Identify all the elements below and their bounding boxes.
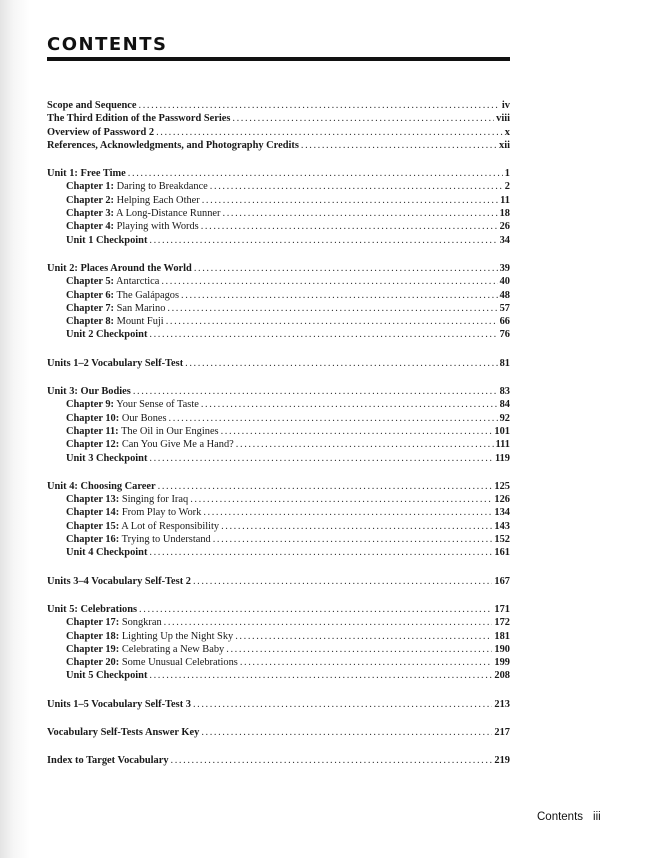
- title-rule: [47, 57, 510, 61]
- toc-chapter-title: Trying to Understand: [121, 534, 211, 546]
- toc-page-number: 167: [494, 575, 510, 587]
- toc-subentry[interactable]: [47, 616, 510, 629]
- dot-leader: [190, 493, 492, 506]
- toc-entry-label: [66, 616, 162, 629]
- dot-leader: [139, 99, 500, 112]
- toc-entry-label: [66, 656, 238, 669]
- toc-page-number: 152: [494, 534, 510, 546]
- dot-leader: [161, 275, 497, 288]
- footer-page-number: iii: [593, 811, 601, 823]
- toc-page-number: 219: [494, 755, 510, 767]
- dot-leader: [201, 726, 492, 739]
- toc-subentry[interactable]: [47, 275, 510, 288]
- dot-leader: [133, 385, 498, 398]
- toc-entry[interactable]: [47, 575, 510, 588]
- toc-subentry[interactable]: [47, 452, 510, 465]
- dot-leader: [139, 603, 492, 616]
- toc-entry-label: [66, 220, 199, 233]
- toc-group: [47, 262, 510, 342]
- toc-chapter-title: Some Unusual Celebrations: [121, 657, 238, 669]
- toc-page-number: x: [504, 126, 510, 138]
- toc-page-number: xii: [499, 139, 510, 151]
- toc-chapter-title: A Lot of Responsibility: [121, 520, 220, 532]
- dot-leader: [158, 480, 493, 493]
- toc-entry-label: [66, 194, 200, 207]
- toc-entry[interactable]: [47, 754, 510, 767]
- toc-subentry[interactable]: [47, 412, 510, 425]
- toc-chapter-title: Lighting Up the Night Sky: [121, 630, 234, 642]
- dot-leader: [149, 234, 497, 247]
- toc-entry[interactable]: [47, 99, 510, 112]
- toc-group: [47, 726, 510, 739]
- toc-page-number: 172: [494, 617, 510, 629]
- toc-entry-label: [66, 438, 234, 451]
- toc-group: [47, 99, 510, 152]
- toc-chapter-number: Chapter 9:: [66, 399, 115, 411]
- toc-subentry[interactable]: [47, 207, 510, 220]
- toc-entry-label: Units 1–2 Vocabulary Self-Test: [47, 357, 184, 369]
- dot-leader: [221, 520, 492, 533]
- toc-subentry[interactable]: [47, 438, 510, 451]
- toc-chapter-number: Chapter 13:: [66, 494, 120, 506]
- dot-leader: [213, 533, 493, 546]
- toc-chapter-title: Antarctica: [116, 276, 160, 288]
- toc-chapter-title: Songkran: [121, 617, 162, 629]
- toc-chapter-number: Chapter 7:: [66, 302, 115, 314]
- toc-subentry[interactable]: [47, 315, 510, 328]
- toc-page-number: 125: [494, 480, 510, 492]
- toc-page-number: 134: [494, 507, 510, 519]
- toc-page-number: 126: [494, 494, 510, 506]
- toc-subentry[interactable]: [47, 669, 510, 682]
- toc-subentry[interactable]: [47, 302, 510, 315]
- toc-entry-label: [66, 315, 164, 328]
- toc-page-number: 143: [494, 520, 510, 532]
- toc-entry[interactable]: [47, 603, 510, 616]
- toc-subentry[interactable]: [47, 533, 510, 546]
- toc-entry-label: Unit 5: Celebrations: [47, 603, 138, 615]
- toc-chapter-number: Chapter 1:: [66, 181, 115, 193]
- toc-page-number: 11: [500, 194, 510, 206]
- toc-entry[interactable]: [47, 112, 510, 125]
- page-title: CONTENTS: [47, 34, 168, 55]
- toc-entry-label: [66, 630, 233, 643]
- toc-page-number: 101: [494, 425, 510, 437]
- toc-subentry[interactable]: [47, 180, 510, 193]
- toc-page-number: 81: [499, 357, 510, 369]
- toc-chapter-number: Chapter 5:: [66, 276, 115, 288]
- toc-page-number: 84: [499, 399, 510, 411]
- dot-leader: [221, 425, 493, 438]
- toc-subentry[interactable]: [47, 398, 510, 411]
- toc-page-number: 66: [499, 316, 510, 328]
- toc-subentry[interactable]: [47, 194, 510, 207]
- dot-leader: [203, 506, 492, 519]
- toc-page-number: 181: [494, 630, 510, 642]
- dot-leader: [185, 357, 497, 370]
- dot-leader: [210, 180, 503, 193]
- dot-leader: [193, 698, 492, 711]
- toc-page-number: 92: [499, 412, 510, 424]
- table-of-contents: [47, 99, 510, 783]
- dot-leader: [232, 112, 494, 125]
- toc-entry-label: Units 1–5 Vocabulary Self-Test 3: [47, 698, 191, 710]
- toc-entry-label: Unit 2: Places Around the World: [47, 262, 192, 274]
- toc-subentry[interactable]: [47, 656, 510, 669]
- dot-leader: [223, 207, 498, 220]
- toc-group: [47, 167, 510, 247]
- toc-entry-label: [66, 289, 179, 302]
- dot-leader: [149, 328, 497, 341]
- toc-page-number: 171: [494, 603, 510, 615]
- toc-chapter-title: Helping Each Other: [116, 194, 200, 206]
- toc-subentry[interactable]: [47, 520, 510, 533]
- dot-leader: [156, 126, 503, 139]
- toc-page-number: 18: [499, 208, 510, 220]
- toc-group: [47, 480, 510, 560]
- toc-chapter-title: San Marino: [116, 302, 166, 314]
- toc-chapter-number: Chapter 3:: [66, 208, 115, 220]
- dot-leader: [164, 616, 493, 629]
- toc-group: [47, 698, 510, 711]
- toc-group: [47, 754, 510, 767]
- toc-chapter-number: Chapter 2:: [66, 194, 115, 206]
- dot-leader: [166, 315, 498, 328]
- toc-entry-label: Unit 3: Our Bodies: [47, 386, 131, 398]
- toc-page-number: viii: [496, 113, 510, 125]
- footer-label: Contents: [537, 811, 584, 823]
- toc-page-number: 76: [499, 329, 510, 341]
- toc-entry-label: The Third Edition of the Password Series: [47, 113, 231, 125]
- toc-entry-label: Unit 1 Checkpoint: [66, 234, 148, 246]
- toc-entry[interactable]: [47, 385, 510, 398]
- toc-chapter-number: Chapter 18:: [66, 630, 120, 642]
- toc-entry-label: [66, 398, 199, 411]
- toc-entry[interactable]: [47, 262, 510, 275]
- dot-leader: [226, 643, 492, 656]
- toc-entry-label: [66, 412, 167, 425]
- toc-chapter-number: Chapter 20:: [66, 657, 120, 669]
- toc-entry[interactable]: [47, 167, 510, 180]
- toc-entry[interactable]: [47, 726, 510, 739]
- toc-chapter-number: Chapter 15:: [66, 520, 120, 532]
- toc-entry-label: [66, 643, 224, 656]
- toc-chapter-title: Our Bones: [121, 412, 167, 424]
- toc-entry-label: [66, 506, 201, 519]
- toc-chapter-number: Chapter 10:: [66, 412, 120, 424]
- dot-leader: [167, 302, 497, 315]
- toc-chapter-number: Chapter 14:: [66, 507, 120, 519]
- toc-page-number: 213: [494, 698, 510, 710]
- toc-entry[interactable]: [47, 698, 510, 711]
- dot-leader: [236, 438, 494, 451]
- toc-page-number: 48: [499, 289, 510, 301]
- toc-chapter-number: Chapter 16:: [66, 534, 120, 546]
- toc-page-number: 199: [494, 657, 510, 669]
- toc-chapter-title: Can You Give Me a Hand?: [121, 439, 234, 451]
- toc-chapter-title: Mount Fuji: [116, 316, 164, 328]
- toc-chapter-title: Singing for Iraq: [121, 494, 189, 506]
- toc-subentry[interactable]: [47, 643, 510, 656]
- toc-subentry[interactable]: [47, 546, 510, 559]
- dot-leader: [149, 669, 492, 682]
- toc-chapter-number: Chapter 17:: [66, 617, 120, 629]
- toc-subentry[interactable]: [47, 506, 510, 519]
- dot-leader: [128, 167, 503, 180]
- toc-page-number: 2: [504, 181, 510, 193]
- toc-page-number: 34: [499, 234, 510, 246]
- dot-leader: [202, 194, 498, 207]
- toc-group: [47, 575, 510, 588]
- toc-chapter-title: The Oil in Our Engines: [121, 425, 219, 437]
- toc-page-number: 217: [494, 726, 510, 738]
- toc-page-number: 111: [495, 439, 510, 451]
- toc-chapter-number: Chapter 4:: [66, 221, 115, 233]
- toc-entry-label: Index to Target Vocabulary: [47, 755, 169, 767]
- dot-leader: [171, 754, 493, 767]
- toc-entry-label: References, Acknowledgments, and Photography Credits: [47, 139, 299, 151]
- toc-entry-label: Unit 5 Checkpoint: [66, 670, 148, 682]
- toc-subentry[interactable]: [47, 425, 510, 438]
- dot-leader: [181, 289, 498, 302]
- toc-entry-label: [66, 207, 221, 220]
- dot-leader: [149, 546, 492, 559]
- toc-page-number: 119: [494, 452, 510, 464]
- toc-page-number: 190: [494, 643, 510, 655]
- toc-subentry[interactable]: [47, 234, 510, 247]
- toc-entry-label: Unit 3 Checkpoint: [66, 452, 148, 464]
- toc-chapter-title: From Play to Work: [121, 507, 202, 519]
- toc-entry-label: [66, 493, 188, 506]
- toc-chapter-title: The Galápagos: [116, 289, 180, 301]
- toc-entry[interactable]: [47, 357, 510, 370]
- toc-entry-label: Overview of Password 2: [47, 126, 155, 138]
- dot-leader: [169, 412, 498, 425]
- toc-entry-label: Unit 1: Free Time: [47, 168, 126, 180]
- dot-leader: [201, 398, 498, 411]
- toc-page-number: 208: [494, 670, 510, 682]
- toc-chapter-title: Playing with Words: [116, 221, 199, 233]
- toc-chapter-title: Daring to Breakdance: [116, 181, 208, 193]
- toc-page-number: 39: [499, 262, 510, 274]
- toc-chapter-title: Celebrating a New Baby: [121, 643, 225, 655]
- toc-group: [47, 357, 510, 370]
- toc-entry[interactable]: [47, 480, 510, 493]
- dot-leader: [240, 656, 493, 669]
- toc-subentry[interactable]: [47, 630, 510, 643]
- toc-page-number: iv: [501, 100, 510, 111]
- toc-entry-label: [66, 180, 208, 193]
- toc-entry-label: Units 3–4 Vocabulary Self-Test 2: [47, 575, 191, 587]
- toc-entry[interactable]: [47, 139, 510, 152]
- toc-subentry[interactable]: [47, 289, 510, 302]
- toc-entry-label: Vocabulary Self-Tests Answer Key: [47, 726, 200, 738]
- toc-page-number: 161: [494, 547, 510, 559]
- toc-chapter-number: Chapter 11:: [66, 425, 119, 437]
- dot-leader: [149, 452, 493, 465]
- toc-entry-label: Scope and Sequence: [47, 100, 137, 111]
- dot-leader: [201, 220, 498, 233]
- page-footer: [537, 811, 601, 823]
- toc-page-number: 83: [499, 386, 510, 398]
- toc-entry-label: Unit 4: Choosing Career: [47, 480, 156, 492]
- toc-entry-label: [66, 275, 159, 288]
- toc-chapter-number: Chapter 6:: [66, 289, 115, 301]
- toc-chapter-number: Chapter 8:: [66, 316, 115, 328]
- toc-subentry[interactable]: [47, 328, 510, 341]
- toc-chapter-title: A Long-Distance Runner: [116, 208, 221, 220]
- toc-entry-label: Unit 2 Checkpoint: [66, 329, 148, 341]
- toc-entry-label: [66, 302, 165, 315]
- toc-page-number: 1: [504, 168, 510, 180]
- dot-leader: [194, 262, 498, 275]
- toc-entry-label: Unit 4 Checkpoint: [66, 547, 148, 559]
- toc-subentry[interactable]: [47, 493, 510, 506]
- dot-leader: [301, 139, 497, 152]
- dot-leader: [193, 575, 492, 588]
- toc-entry-label: [66, 425, 219, 438]
- toc-group: [47, 385, 510, 465]
- toc-entry-label: [66, 520, 219, 533]
- toc-page-number: 40: [499, 276, 510, 288]
- toc-page-number: 26: [499, 221, 510, 233]
- toc-chapter-title: Your Sense of Taste: [116, 399, 199, 411]
- toc-entry[interactable]: [47, 126, 510, 139]
- toc-page-number: 57: [499, 302, 510, 314]
- toc-entry-label: [66, 533, 211, 546]
- toc-group: [47, 603, 510, 683]
- toc-subentry[interactable]: [47, 220, 510, 233]
- toc-chapter-number: Chapter 12:: [66, 439, 120, 451]
- toc-chapter-number: Chapter 19:: [66, 643, 120, 655]
- dot-leader: [235, 630, 492, 643]
